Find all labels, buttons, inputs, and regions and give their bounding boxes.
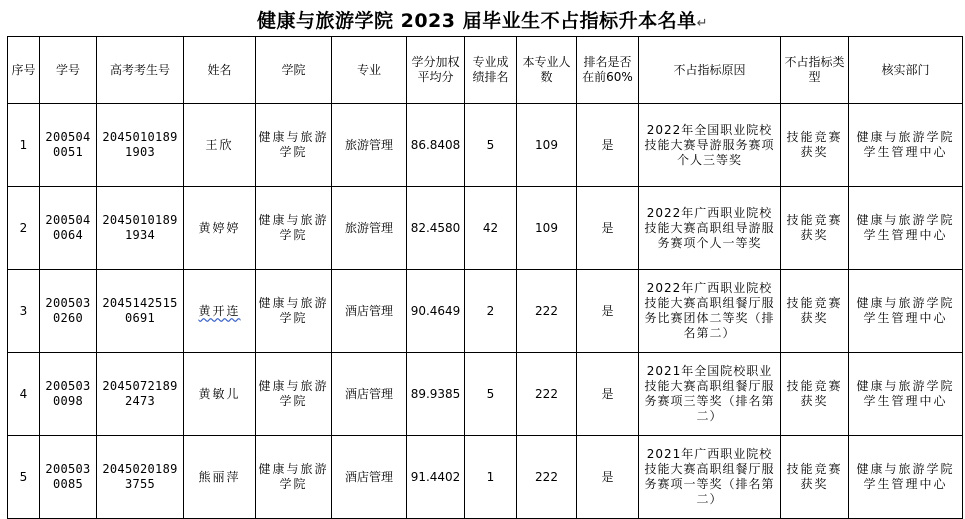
cell-top60: 是 — [577, 104, 639, 187]
cell-rank: 5 — [465, 353, 517, 436]
cell-gpa: 90.4649 — [407, 270, 465, 353]
table-row — [8, 270, 963, 353]
cell-dept: 健康与旅游学院学生管理中心 — [849, 104, 963, 187]
header-college: 学院 — [256, 37, 332, 104]
cell-exam-id: 20450201893755 — [97, 436, 184, 519]
cell-top60: 是 — [577, 436, 639, 519]
cell-reason: 2021年全国院校职业技能大赛高职组餐厅服务赛项三等奖（排名第二） — [639, 353, 781, 436]
cell-name: 王欣 — [184, 104, 256, 187]
cell-dept: 健康与旅游学院学生管理中心 — [849, 436, 963, 519]
header-exam-id: 高考考生号 — [97, 37, 184, 104]
cell-major: 酒店管理 — [332, 436, 407, 519]
table-row — [8, 353, 963, 436]
cell-name — [184, 270, 256, 353]
cell-seq: 1 — [8, 104, 40, 187]
header-dept: 核实部门 — [849, 37, 963, 104]
header-rank: 专业成绩排名 — [465, 37, 517, 104]
cell-exam-id: 20451425150691 — [97, 270, 184, 353]
cell-count: 222 — [517, 436, 577, 519]
header-major: 专业 — [332, 37, 407, 104]
cell-seq: 2 — [8, 187, 40, 270]
header-gpa: 学分加权平均分 — [407, 37, 465, 104]
cell-type: 技能竞赛获奖 — [781, 187, 849, 270]
cell-gpa: 82.4580 — [407, 187, 465, 270]
cell-student-id: 2005040051 — [40, 104, 97, 187]
cell-exam-id: 20450721892473 — [97, 353, 184, 436]
cell-name: 熊丽萍 — [184, 436, 256, 519]
cell-student-id: 2005040064 — [40, 187, 97, 270]
cell-student-id: 2005030098 — [40, 353, 97, 436]
cell-rank: 5 — [465, 104, 517, 187]
cell-type: 技能竞赛获奖 — [781, 104, 849, 187]
cell-college: 健康与旅游学院 — [256, 187, 332, 270]
cell-name: 黄敏儿 — [184, 353, 256, 436]
header-reason: 不占指标原因 — [639, 37, 781, 104]
cell-count: 222 — [517, 270, 577, 353]
student-list-table — [7, 36, 963, 519]
cell-major: 旅游管理 — [332, 104, 407, 187]
cell-rank: 2 — [465, 270, 517, 353]
cell-count: 109 — [517, 104, 577, 187]
header-seq: 序号 — [8, 37, 40, 104]
cell-reason: 2021年广西职业院校技能大赛高职组餐厅服务赛项一等奖（排名第二） — [639, 436, 781, 519]
cell-college: 健康与旅游学院 — [256, 436, 332, 519]
cell-college: 健康与旅游学院 — [256, 104, 332, 187]
cell-student-id: 2005030260 — [40, 270, 97, 353]
cell-major: 酒店管理 — [332, 270, 407, 353]
cell-dept: 健康与旅游学院学生管理中心 — [849, 353, 963, 436]
spellcheck-underlined-name: 黄开连 — [198, 303, 241, 318]
cell-exam-id: 20450101891903 — [97, 104, 184, 187]
document-title — [0, 6, 965, 33]
cell-reason: 2022年广西职业院校技能大赛高职组餐厅服务比赛团体二等奖（排名第二） — [639, 270, 781, 353]
cell-seq: 5 — [8, 436, 40, 519]
paragraph-mark-icon: ↵ — [696, 16, 709, 31]
cell-gpa: 86.8408 — [407, 104, 465, 187]
cell-college: 健康与旅游学院 — [256, 270, 332, 353]
cell-gpa: 91.4402 — [407, 436, 465, 519]
cell-major: 酒店管理 — [332, 353, 407, 436]
cell-top60: 是 — [577, 270, 639, 353]
cell-exam-id: 20450101891934 — [97, 187, 184, 270]
cell-seq: 3 — [8, 270, 40, 353]
cell-gpa: 89.9385 — [407, 353, 465, 436]
cell-type: 技能竞赛获奖 — [781, 436, 849, 519]
cell-top60: 是 — [577, 353, 639, 436]
header-name: 姓名 — [184, 37, 256, 104]
cell-dept: 健康与旅游学院学生管理中心 — [849, 187, 963, 270]
cell-count: 222 — [517, 353, 577, 436]
document-title-text: 健康与旅游学院 2023 届毕业生不占指标升本名单 — [256, 10, 697, 32]
header-top60: 排名是否在前60% — [577, 37, 639, 104]
table-header-row — [8, 37, 963, 104]
cell-college: 健康与旅游学院 — [256, 353, 332, 436]
cell-reason: 2022年全国职业院校技能大赛导游服务赛项个人三等奖 — [639, 104, 781, 187]
cell-count: 109 — [517, 187, 577, 270]
table-row — [8, 104, 963, 187]
table-row — [8, 436, 963, 519]
cell-dept: 健康与旅游学院学生管理中心 — [849, 270, 963, 353]
cell-name: 黄婷婷 — [184, 187, 256, 270]
cell-type: 技能竞赛获奖 — [781, 353, 849, 436]
cell-top60: 是 — [577, 187, 639, 270]
header-count: 本专业人数 — [517, 37, 577, 104]
cell-rank: 1 — [465, 436, 517, 519]
cell-rank: 42 — [465, 187, 517, 270]
cell-seq: 4 — [8, 353, 40, 436]
cell-major: 旅游管理 — [332, 187, 407, 270]
cell-type: 技能竞赛获奖 — [781, 270, 849, 353]
header-student-id: 学号 — [40, 37, 97, 104]
cell-reason: 2022年广西职业院校技能大赛高职组导游服务赛项个人一等奖 — [639, 187, 781, 270]
cell-student-id: 2005030085 — [40, 436, 97, 519]
header-type: 不占指标类型 — [781, 37, 849, 104]
table-row — [8, 187, 963, 270]
